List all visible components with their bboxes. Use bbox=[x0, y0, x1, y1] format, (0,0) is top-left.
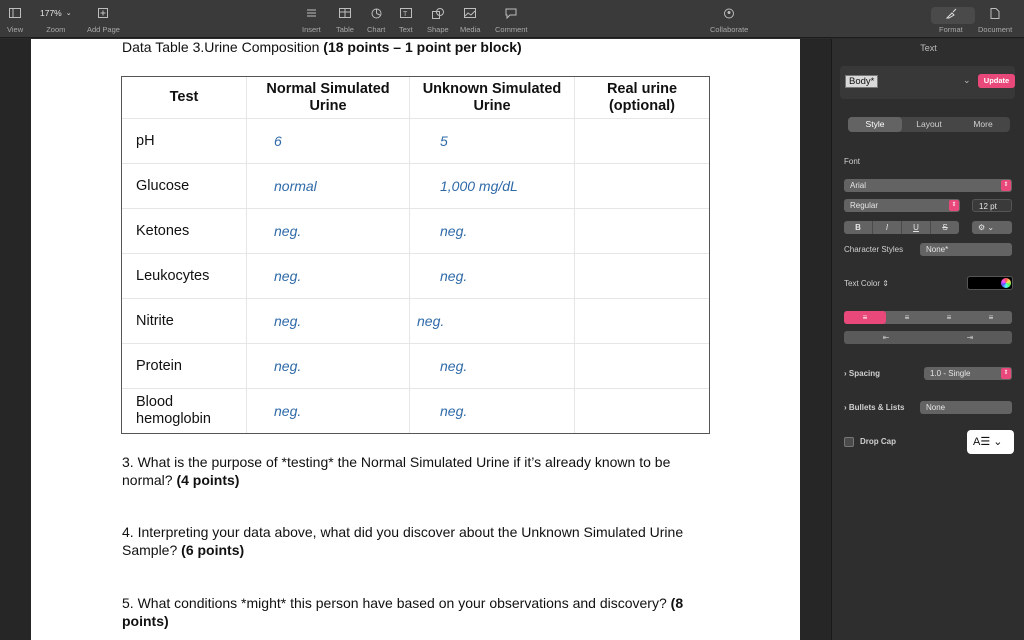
indent-buttons bbox=[844, 331, 1012, 344]
header-real[interactable]: Real urine (optional) bbox=[575, 77, 710, 119]
add-page-icon bbox=[98, 8, 108, 18]
color-wheel-icon[interactable] bbox=[1001, 278, 1011, 288]
table-caption: Data Table 3.Urine Composition (18 points – 1 point per block) bbox=[122, 39, 522, 55]
cell-normal[interactable]: neg. bbox=[247, 344, 410, 389]
drop-cap-checkbox[interactable] bbox=[844, 437, 854, 447]
text-button[interactable]: T Text bbox=[399, 6, 413, 34]
character-styles-select[interactable]: None* bbox=[920, 243, 1012, 256]
cell-real[interactable] bbox=[575, 299, 710, 344]
paintbrush-icon bbox=[945, 8, 957, 19]
cell-real[interactable] bbox=[575, 344, 710, 389]
collaborate-button[interactable]: Collaborate bbox=[710, 6, 748, 34]
chevron-updown-icon: ⇕ bbox=[1001, 368, 1011, 379]
view-button[interactable]: View bbox=[7, 6, 23, 34]
document-page[interactable] bbox=[31, 39, 800, 640]
underline-button[interactable]: U bbox=[902, 221, 931, 234]
insert-icon bbox=[306, 8, 317, 18]
table-row bbox=[122, 119, 710, 164]
cell-test[interactable]: pH bbox=[122, 119, 247, 164]
text-box-icon bbox=[400, 8, 412, 18]
alignment-buttons bbox=[844, 311, 1012, 324]
view-icon bbox=[9, 8, 21, 18]
bullets-lists-label[interactable]: › Bullets & Lists bbox=[844, 403, 905, 412]
text-style-buttons bbox=[844, 221, 959, 234]
strikethrough-button[interactable]: S bbox=[942, 223, 948, 232]
collaborate-icon bbox=[722, 8, 736, 19]
cell-real[interactable] bbox=[575, 389, 710, 434]
cell-normal[interactable]: normal bbox=[247, 164, 410, 209]
table-row bbox=[122, 299, 710, 344]
document-button[interactable]: Document bbox=[978, 6, 1012, 34]
shape-button[interactable]: Shape bbox=[427, 6, 449, 34]
zoom-control[interactable]: 177% ⌄ Zoom bbox=[40, 8, 72, 34]
shape-icon bbox=[432, 8, 444, 19]
table-row bbox=[122, 209, 710, 254]
svg-text:T: T bbox=[402, 11, 408, 18]
chevron-updown-icon: ⇕ bbox=[1001, 180, 1011, 191]
increase-indent-button[interactable]: ⇥ bbox=[966, 333, 974, 342]
question-5[interactable]: 5. What conditions *might* this person have based on your observations and discovery? (8 points) bbox=[122, 595, 684, 629]
header-normal[interactable]: Normal Simulated Urine bbox=[247, 77, 410, 119]
zoom-value: 177% bbox=[40, 8, 62, 18]
table-row bbox=[122, 164, 710, 209]
question-4[interactable]: 4. Interpreting your data above, what did you discover about the Unknown Simulated Urine Sample? (6 points) bbox=[122, 524, 684, 558]
add-page-button[interactable]: Add Page bbox=[87, 6, 120, 34]
text-color-swatch[interactable] bbox=[967, 276, 1013, 290]
drop-cap-style-button[interactable] bbox=[967, 430, 1014, 454]
align-left-button[interactable]: ≡ bbox=[844, 311, 886, 324]
cell-unknown[interactable]: neg. bbox=[410, 209, 575, 254]
cell-normal[interactable]: neg. bbox=[247, 254, 410, 299]
cell-unknown[interactable]: 5 bbox=[410, 119, 575, 164]
table-row bbox=[122, 389, 710, 434]
text-color-label[interactable]: Text Color ⇕ bbox=[844, 279, 889, 288]
question-3[interactable]: 3. What is the purpose of *testing* the Normal Simulated Urine if it’s already known to be normal? (4 points) bbox=[122, 454, 671, 488]
media-button[interactable]: Media bbox=[460, 6, 480, 34]
cell-real[interactable] bbox=[575, 164, 710, 209]
paragraph-style-name[interactable]: Body* bbox=[845, 75, 878, 88]
cell-normal[interactable]: neg. bbox=[247, 299, 410, 344]
font-label: Font bbox=[844, 157, 861, 166]
text-options-button[interactable] bbox=[972, 221, 1012, 234]
gear-icon: ⚙ ⌄ bbox=[978, 223, 995, 232]
comment-button[interactable]: Comment bbox=[495, 6, 528, 34]
urine-composition-table[interactable] bbox=[121, 76, 710, 434]
cell-normal[interactable]: 6 bbox=[247, 119, 410, 164]
font-weight-select[interactable]: Regular ⇕ bbox=[844, 199, 960, 212]
cell-unknown[interactable]: 1,000 mg/dL bbox=[410, 164, 575, 209]
bold-button[interactable]: B bbox=[844, 221, 873, 234]
format-sidebar bbox=[831, 39, 1024, 640]
table-row bbox=[122, 344, 710, 389]
cell-unknown[interactable]: neg. bbox=[410, 389, 575, 434]
insert-button[interactable]: Insert bbox=[302, 6, 321, 34]
format-button[interactable]: Format bbox=[939, 6, 963, 34]
cell-unknown[interactable]: neg. bbox=[410, 254, 575, 299]
character-styles-label: Character Styles bbox=[844, 245, 904, 254]
sidebar-tabs bbox=[848, 117, 1010, 132]
tab-layout[interactable]: Layout bbox=[916, 119, 942, 129]
chevron-updown-icon: ⇕ bbox=[949, 200, 959, 211]
font-family-select[interactable]: Arial ⇕ bbox=[844, 179, 1012, 192]
chart-icon bbox=[371, 8, 382, 19]
font-size-field[interactable]: 12 pt bbox=[972, 199, 1012, 212]
cell-test[interactable]: Blood hemoglobin bbox=[122, 389, 247, 434]
cell-unknown[interactable]: neg. bbox=[410, 344, 575, 389]
chevron-down-icon[interactable]: ⌄ bbox=[963, 75, 971, 85]
decrease-indent-button[interactable]: ⇤ bbox=[882, 333, 890, 342]
table-button[interactable]: Table bbox=[336, 6, 354, 34]
cell-real[interactable] bbox=[575, 254, 710, 299]
italic-button[interactable]: I bbox=[873, 221, 902, 234]
cell-test[interactable]: Leukocytes bbox=[122, 254, 247, 299]
tab-more[interactable]: More bbox=[973, 119, 993, 129]
media-icon bbox=[464, 8, 476, 18]
cell-normal[interactable]: neg. bbox=[247, 209, 410, 254]
cell-normal[interactable]: neg. bbox=[247, 389, 410, 434]
update-button[interactable]: Update bbox=[978, 74, 1015, 88]
spacing-select[interactable]: 1.0 - Single ⇕ bbox=[924, 367, 1012, 380]
table-icon bbox=[339, 8, 351, 18]
sidebar-title: Text bbox=[920, 43, 937, 53]
document-icon bbox=[990, 8, 1000, 19]
comment-icon bbox=[505, 8, 517, 19]
cell-real[interactable] bbox=[575, 119, 710, 164]
align-right-button[interactable]: ≡ bbox=[946, 313, 952, 322]
align-center-button[interactable]: ≡ bbox=[904, 313, 910, 322]
cell-test[interactable]: Ketones bbox=[122, 209, 247, 254]
chart-button[interactable]: Chart bbox=[367, 6, 385, 34]
spacing-label[interactable]: › Spacing bbox=[844, 369, 881, 378]
table-row bbox=[122, 254, 710, 299]
header-unknown[interactable]: Unknown Simulated Urine bbox=[410, 77, 575, 119]
cell-real[interactable] bbox=[575, 209, 710, 254]
paragraph-style-box[interactable] bbox=[840, 66, 1015, 99]
cell-test[interactable]: Nitrite bbox=[122, 299, 247, 344]
toolbar bbox=[0, 0, 1024, 38]
drop-cap-label: Drop Cap bbox=[860, 437, 896, 446]
drop-cap-icon: A☰ ⌄ bbox=[973, 436, 1003, 448]
header-test[interactable]: Test bbox=[122, 77, 247, 119]
cell-unknown[interactable]: neg. bbox=[410, 299, 575, 344]
cell-test[interactable]: Protein bbox=[122, 344, 247, 389]
justify-button[interactable]: ≡ bbox=[988, 313, 994, 322]
table-header-row bbox=[122, 77, 710, 119]
cell-test[interactable]: Glucose bbox=[122, 164, 247, 209]
bullets-select[interactable]: None bbox=[920, 401, 1012, 414]
chevron-down-icon: ⌄ bbox=[65, 10, 72, 17]
tab-style[interactable]: Style bbox=[848, 117, 902, 132]
